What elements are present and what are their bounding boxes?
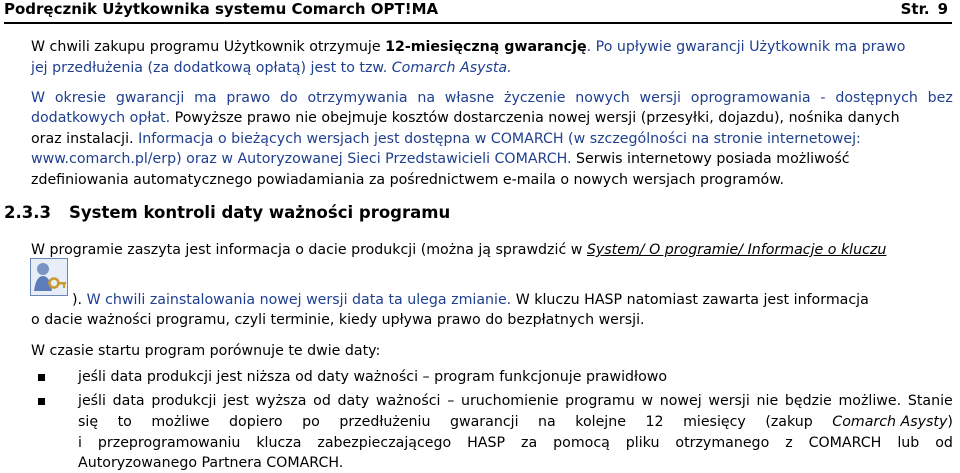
- header-divider: [4, 22, 952, 24]
- page-number: 9: [937, 0, 948, 18]
- para4: W czasie startu program porównuje te dwie daty:: [31, 343, 381, 359]
- page-header: [0, 0, 960, 22]
- bullet-marker: [38, 398, 45, 405]
- para2-line2: dodatkowych opłat. Powyższe prawo nie obejmuje kosztów dostarczenia nowej wersji (przesyłki, dojazdu), nośnika danych: [31, 110, 900, 126]
- document-title: Podręcznik Użytkownika systemu Comarch OPT!MA: [4, 0, 439, 18]
- section-heading: [4, 203, 450, 222]
- para3-line2: ). W chwili zainstalowania nowej wersji data ta ulega zmianie. W kluczu HASP natomiast zawarta jest informacja: [72, 292, 869, 308]
- para3-line1: W programie zaszyta jest informacja o dacie produkcji (można ją sprawdzić w System/ O programie/ Informacje o kluczu: [31, 242, 887, 258]
- page-indicator: [901, 0, 948, 18]
- para1-line2: jej przedłużenia (za dodatkową opłatą) jest to tzw. Comarch Asysta.: [31, 60, 512, 76]
- section-title: System kontroli daty ważności programu: [68, 203, 451, 222]
- key-info-icon: [30, 258, 68, 296]
- para3-line3: o dacie ważności programu, czyli terminie, kiedy upływa prawo do bezpłatnych wersji.: [31, 312, 645, 328]
- page-label: Str.: [900, 0, 930, 18]
- bullet-marker: [38, 374, 45, 381]
- bullet-item-2-line2: się to możliwe dopiero po przedłużeniu gwarancji na kolejne 12 miesięcy (zakup Comarch Asysty): [78, 414, 953, 430]
- bullet-item-1: jeśli data produkcji jest niższa od daty ważności – program funkcjonuje prawidłowo: [78, 369, 668, 385]
- para1-line1: W chwili zakupu programu Użytkownik otrzymuje 12-miesięczną gwarancję. Po upływie gwarancji Użytkownik ma prawo: [31, 39, 906, 55]
- para2-line4: www.comarch.pl/erp) oraz w Autoryzowanej Sieci Przedstawicieli COMARCH. Serwis internetowy posiada możliwość: [31, 151, 850, 167]
- para2-line1: W okresie gwarancji ma prawo do otrzymywania na własne życzenie nowych wersji oprogramowania - dostępnych bez: [31, 90, 953, 106]
- bullet-item-2-line1: jeśli data produkcji jest wyższa od daty ważności – uruchomienie programu w nowej wersji nie będzie możliwe. Stanie: [78, 393, 953, 409]
- section-number: 2.3.3: [4, 203, 51, 222]
- para2-line3: oraz instalacji. Informacja o bieżących wersjach jest dostępna w COMARCH (w szczególności na stronie internetowej:: [31, 131, 861, 147]
- bullet-item-2-line3: i przeprogramowaniu klucza zabezpieczającego HASP za pomocą pliku otrzymanego z COMARCH lub od: [78, 435, 953, 451]
- bullet-item-2-line4: Autoryzowanego Partnera COMARCH.: [78, 455, 344, 471]
- para2-line5: zdefiniowania automatycznego powiadamiania za pośrednictwem e-maila o nowych wersjach programów.: [31, 172, 785, 188]
